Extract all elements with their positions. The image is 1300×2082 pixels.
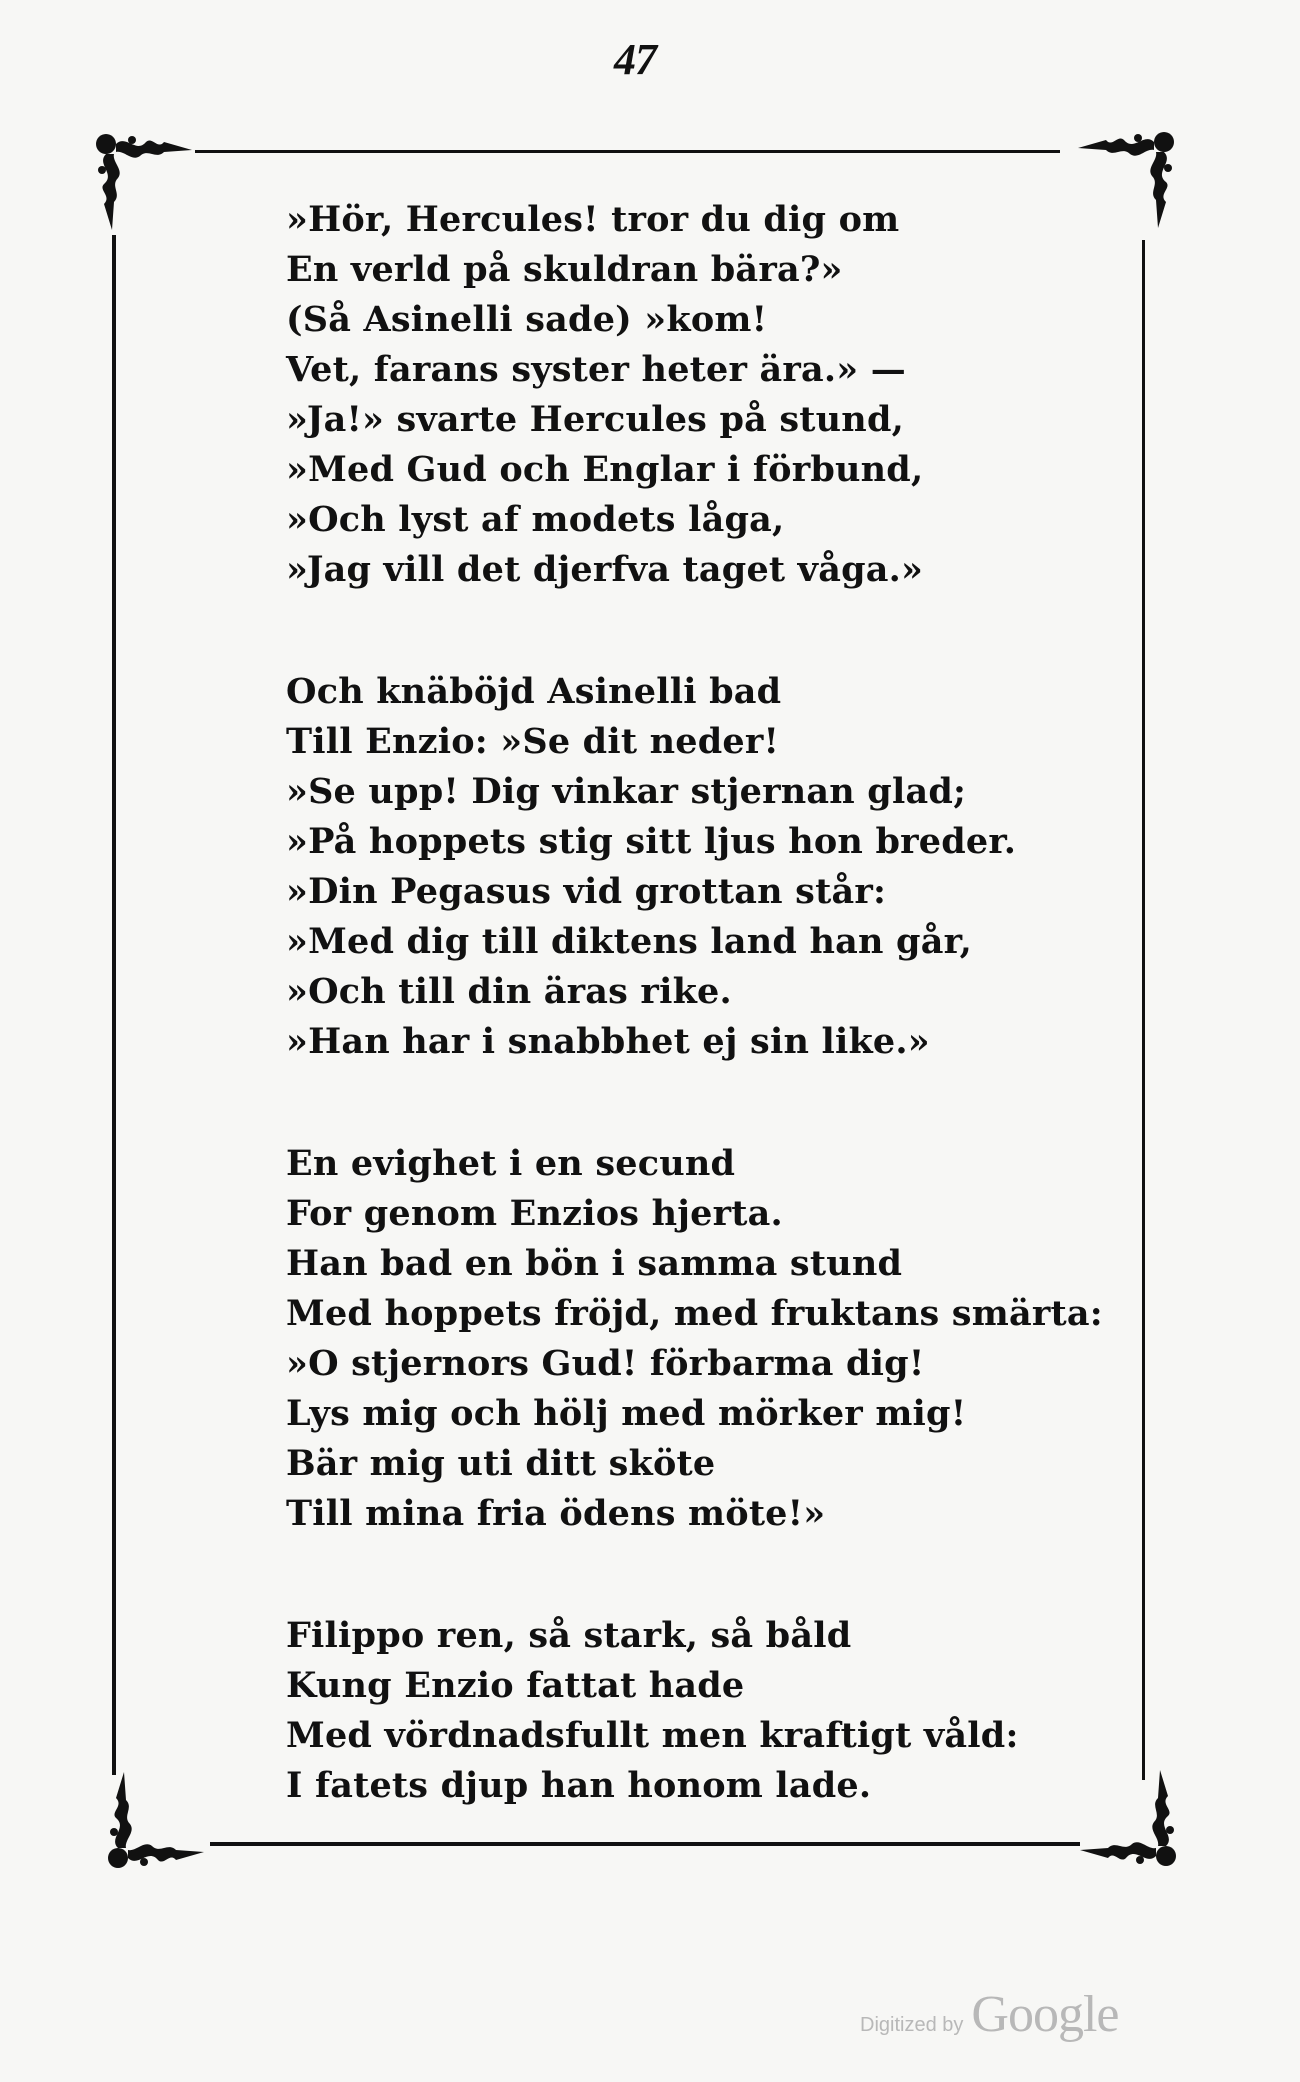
verse-line: »Ja!» svarte Hercules på stund, xyxy=(286,399,905,440)
frame-right-rule xyxy=(1142,240,1145,1780)
frame-top-rule xyxy=(195,150,1060,153)
verse-line: Lys mig och hölj med mörker mig! xyxy=(286,1393,967,1434)
verse-line: »Och till din äras rike. xyxy=(286,971,732,1012)
poem-body xyxy=(286,195,1103,1811)
verse-line: I fatets djup han honom lade. xyxy=(286,1765,872,1806)
frame-left-rule xyxy=(112,235,116,1775)
verse-line: »På hoppets stig sitt ljus hon breder. xyxy=(286,821,1017,862)
digitized-watermark xyxy=(860,1985,1118,2044)
verse-line: »Jag vill det djerfva taget våga.» xyxy=(286,549,924,590)
verse-line: Och knäböjd Asinelli bad xyxy=(286,671,782,712)
stanza xyxy=(286,1139,1103,1539)
stanza xyxy=(286,667,1017,1067)
floral-corner-ornament-icon xyxy=(92,130,202,240)
verse-line: Han bad en bön i samma stund xyxy=(286,1243,903,1284)
verse-line: »Och lyst af modets låga, xyxy=(286,499,785,540)
floral-corner-ornament-icon xyxy=(1070,1760,1180,1870)
verse-line: En verld på skuldran bära?» xyxy=(286,249,843,290)
floral-corner-ornament-icon xyxy=(1068,128,1178,238)
verse-line: En evighet i en secund xyxy=(286,1143,736,1184)
verse-line: Med vördnadsfullt men kraftigt våld: xyxy=(286,1715,1019,1756)
verse-line: Kung Enzio fattat hade xyxy=(286,1665,745,1706)
verse-line: For genom Enzios hjerta. xyxy=(286,1193,783,1234)
verse-line: Filippo ren, så stark, så båld xyxy=(286,1615,852,1656)
verse-line: Till mina fria ödens möte!» xyxy=(286,1493,826,1534)
verse-line: »Hör, Hercules! tror du dig om xyxy=(286,199,900,240)
verse-line: »Din Pegasus vid grottan står: xyxy=(286,871,887,912)
google-logo: Google xyxy=(971,1986,1119,2043)
verse-line: Med hoppets fröjd, med fruktans smärta: xyxy=(286,1293,1103,1334)
verse-line: »Med Gud och Englar i förbund, xyxy=(286,449,924,490)
verse-line: »Med dig till diktens land han går, xyxy=(286,921,973,962)
verse-line: »O stjernors Gud! förbarma dig! xyxy=(286,1343,925,1384)
page-number: 47 xyxy=(614,35,656,84)
verse-line: »Han har i snabbhet ej sin like.» xyxy=(286,1021,930,1062)
verse-line: Bär mig uti ditt sköte xyxy=(286,1443,716,1484)
floral-corner-ornament-icon xyxy=(104,1762,214,1872)
verse-line: Till Enzio: »Se dit neder! xyxy=(286,721,780,762)
verse-line: (Så Asinelli sade) »kom! xyxy=(286,299,768,340)
frame-bottom-rule xyxy=(210,1842,1080,1846)
verse-line: Vet, farans syster heter ära.» — xyxy=(286,349,906,390)
stanza xyxy=(286,195,1006,595)
verse-line: »Se upp! Dig vinkar stjernan glad; xyxy=(286,771,967,812)
watermark-prefix: Digitized by xyxy=(860,2014,964,2036)
stanza xyxy=(286,1611,1019,1811)
